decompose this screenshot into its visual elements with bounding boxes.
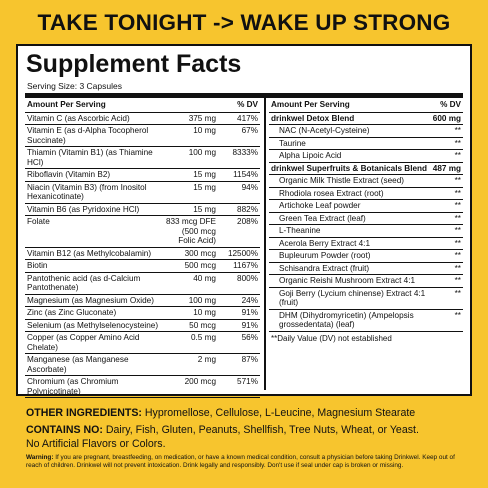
other-label: OTHER INGREDIENTS: (26, 407, 142, 419)
nutrient-dv: 87% (241, 355, 258, 364)
nutrient-row (25, 169, 260, 182)
nutrient-dv: 56% (241, 333, 258, 342)
ingredient-dv: ** (454, 176, 461, 185)
ingredient-name: Taurine (279, 138, 306, 148)
blend-ingredient-row (269, 275, 463, 288)
nutrient-name: Chromium (as Chromium Polynicotinate) (27, 377, 119, 396)
nutrient-dv: 1154% (233, 170, 258, 179)
ingredient-dv: ** (454, 251, 461, 260)
nutrient-name: Zinc (as Zinc Gluconate) (27, 308, 117, 317)
ingredient-name: Bupleurum Powder (root) (279, 251, 371, 260)
blend-ingredient-row (269, 263, 463, 276)
right-header-label: Amount Per Serving (271, 100, 350, 109)
nutrient-dv: 94% (241, 182, 258, 192)
ingredient-name: Artichoke Leaf powder (279, 201, 361, 210)
ingredient-dv: ** (454, 213, 461, 223)
nutrient-row (25, 273, 260, 295)
nutrient-row (25, 354, 260, 376)
nutrient-name: Manganese (as Manganese Ascorbate) (27, 355, 129, 374)
super-blend-row (269, 163, 463, 176)
right-header (269, 98, 463, 113)
ingredient-dv: ** (454, 263, 461, 273)
serving-size: Serving Size: 3 Capsules (27, 81, 122, 91)
panel-title: Supplement Facts (26, 50, 242, 78)
nutrient-row (25, 295, 260, 308)
ingredient-name: DHM (Dihydromyricetin) (Ampelopsis grossedentata) (leaf) (279, 310, 414, 329)
blend-ingredient-row (269, 200, 463, 213)
super-blend-name: drinkwel Superfruits & Botanicals Blend (271, 163, 428, 173)
ingredient-name: Rhodiola rosea Extract (root) (279, 188, 384, 198)
nutrient-row (25, 125, 260, 147)
nutrient-row (25, 307, 260, 320)
nutrient-dv: 67% (241, 126, 258, 135)
blend-ingredient-row (269, 125, 463, 138)
blend-ingredient-row (269, 288, 463, 310)
detox-items (269, 125, 463, 163)
nutrient-amount: 100 mg (188, 295, 216, 305)
nutrient-name: Selenium (as Methylselenocysteine) (27, 320, 159, 330)
nutrient-name: Folate (27, 217, 50, 226)
nutrient-dv: 571% (237, 377, 258, 386)
nutrient-name: Biotin (27, 261, 48, 270)
supplement-facts-panel (16, 44, 472, 396)
blend-ingredient-row (269, 213, 463, 226)
ingredient-dv: ** (454, 151, 461, 160)
warning (26, 454, 466, 469)
ingredient-name: Organic Reishi Mushroom Extract 4:1 (279, 276, 416, 285)
nutrient-row (25, 260, 260, 273)
contains-no (26, 424, 419, 451)
detox-blend-name: drinkwel Detox Blend (271, 113, 355, 123)
ingredient-name: Alpha Lipoic Acid (279, 151, 342, 160)
dv-note: **Daily Value (DV) not established (271, 333, 392, 343)
contains-text: Dairy, Fish, Gluten, Peanuts, Shellfish, Tree Nuts, Wheat, or Yeast. (102, 424, 419, 436)
nutrient-row (25, 332, 260, 354)
detox-blend-amount: 600 mg (432, 113, 461, 123)
nutrient-dv: 12500% (227, 248, 258, 258)
nutrient-name: Vitamin E (as d-Alpha Tocopherol Succinate) (27, 126, 149, 145)
blend-ingredient-row (269, 175, 463, 188)
nutrient-dv: 24% (241, 295, 258, 305)
nutrient-amount: 200 mcg (184, 377, 216, 386)
nutrient-name: Riboflavin (Vitamin B2) (27, 170, 111, 179)
ingredient-name: Goji Berry (Lycium chinense) Extract 4:1 (fruit) (279, 288, 426, 307)
nutrient-name: Pantothenic acid (as d-Calcium Pantothenate) (27, 273, 141, 292)
ingredient-name: NAC (N-Acetyl-Cysteine) (279, 126, 370, 135)
nutrient-amount: 15 mg (193, 204, 216, 214)
nutrient-amount: 40 mg (193, 273, 216, 283)
nutrient-amount: 300 mcg (184, 248, 216, 258)
blend-ingredient-row (269, 238, 463, 251)
headline: TAKE TONIGHT -> WAKE UP STRONG (37, 10, 451, 35)
nutrient-amount: 833 mcg DFE (500 mcg Folic Acid) (165, 217, 216, 245)
nutrient-dv: 91% (241, 308, 258, 317)
column-divider (264, 98, 266, 390)
left-column (25, 98, 260, 398)
warning-text: If you are pregnant, breastfeeding, on medication, or have a known medical condition, consult a physician before taking Drinkwel. Keep out of reach of children. Drinkwel will not prevent intoxication. Drink legally and responsibly. Don't use if seal under cap is broken or missing. (26, 454, 455, 469)
super-items (269, 175, 463, 332)
ingredient-dv: ** (454, 138, 461, 148)
nutrient-row (25, 248, 260, 261)
blend-ingredient-row (269, 138, 463, 151)
nutrient-name: Magnesium (as Magnesium Oxide) (27, 295, 154, 305)
nutrient-amount: 2 mg (197, 355, 216, 364)
ingredient-dv: ** (454, 126, 461, 135)
warning-label: Warning: (26, 454, 54, 461)
nutrient-row (25, 320, 260, 333)
nutrient-amount: 10 mg (193, 126, 216, 135)
nutrient-dv: 91% (241, 320, 258, 330)
nutrient-name: Copper (as Copper Amino Acid Chelate) (27, 333, 140, 352)
nutrient-row (25, 113, 260, 126)
nutrient-row (25, 182, 260, 204)
ingredient-dv: ** (454, 201, 461, 210)
nutrient-dv: 882% (237, 204, 258, 214)
nutrient-name: Vitamin C (as Ascorbic Acid) (27, 113, 130, 123)
nutrient-dv: 208% (237, 217, 258, 226)
nutrient-dv: 8333% (232, 148, 258, 157)
nutrient-dv: 1167% (233, 261, 258, 270)
detox-blend-row (269, 113, 463, 126)
nutrient-amount: 50 mcg (189, 320, 216, 330)
contains-text-2: No Artificial Flavors or Colors. (26, 437, 166, 450)
nutrient-amount: 100 mg (188, 148, 216, 157)
ingredient-dv: ** (454, 188, 461, 198)
nutrient-row (25, 147, 260, 169)
contains-label: CONTAINS NO: (26, 424, 103, 436)
nutrient-amount: 15 mg (193, 170, 216, 179)
blend-ingredient-row (269, 225, 463, 238)
ingredient-name: Schisandra Extract (fruit) (279, 263, 370, 273)
nutrient-row (25, 216, 260, 248)
nutrient-amount: 15 mg (193, 182, 216, 192)
nutrient-name: Thiamin (Vitamin B1) (as Thiamine HCl) (27, 148, 153, 167)
ingredient-name: Acerola Berry Extract 4:1 (279, 238, 371, 248)
nutrient-dv: 417% (237, 113, 258, 123)
nutrient-dv: 800% (237, 273, 258, 283)
blend-ingredient-row (269, 310, 463, 332)
ingredient-name: Green Tea Extract (leaf) (279, 213, 366, 223)
left-header (25, 98, 260, 113)
nutrient-name: Niacin (Vitamin B3) (from Inositol Hexanicotinate) (27, 182, 147, 201)
blend-ingredient-row (269, 188, 463, 201)
right-header-dv: % DV (440, 100, 461, 109)
left-header-label: Amount Per Serving (27, 100, 106, 109)
left-header-dv: % DV (237, 100, 258, 109)
other-text: Hypromellose, Cellulose, L-Leucine, Magnesium Stearate (141, 407, 416, 419)
blend-ingredient-row (269, 150, 463, 163)
nutrient-name: Vitamin B6 (as Pyridoxine HCl) (27, 204, 140, 214)
blend-ingredient-row (269, 250, 463, 263)
ingredient-dv: ** (454, 276, 461, 285)
ingredient-dv: ** (454, 226, 461, 235)
ingredient-dv: ** (454, 238, 461, 248)
nutrient-row (25, 204, 260, 217)
nutrient-row (25, 376, 260, 398)
ingredient-dv: ** (454, 288, 461, 298)
ingredient-dv: ** (454, 310, 461, 320)
nutrient-amount: 10 mg (193, 308, 216, 317)
ingredient-name: Organic Milk Thistle Extract (seed) (279, 176, 404, 185)
nutrient-name: Vitamin B12 (as Methylcobalamin) (27, 248, 152, 258)
ingredient-name: L-Theanine (279, 226, 321, 235)
nutrient-amount: 0.5 mg (190, 333, 216, 342)
right-column (269, 98, 463, 345)
other-ingredients (26, 407, 415, 421)
nutrient-amount: 375 mg (188, 113, 216, 123)
nutrient-amount: 500 mcg (184, 261, 216, 270)
super-blend-amount: 487 mg (432, 163, 461, 173)
